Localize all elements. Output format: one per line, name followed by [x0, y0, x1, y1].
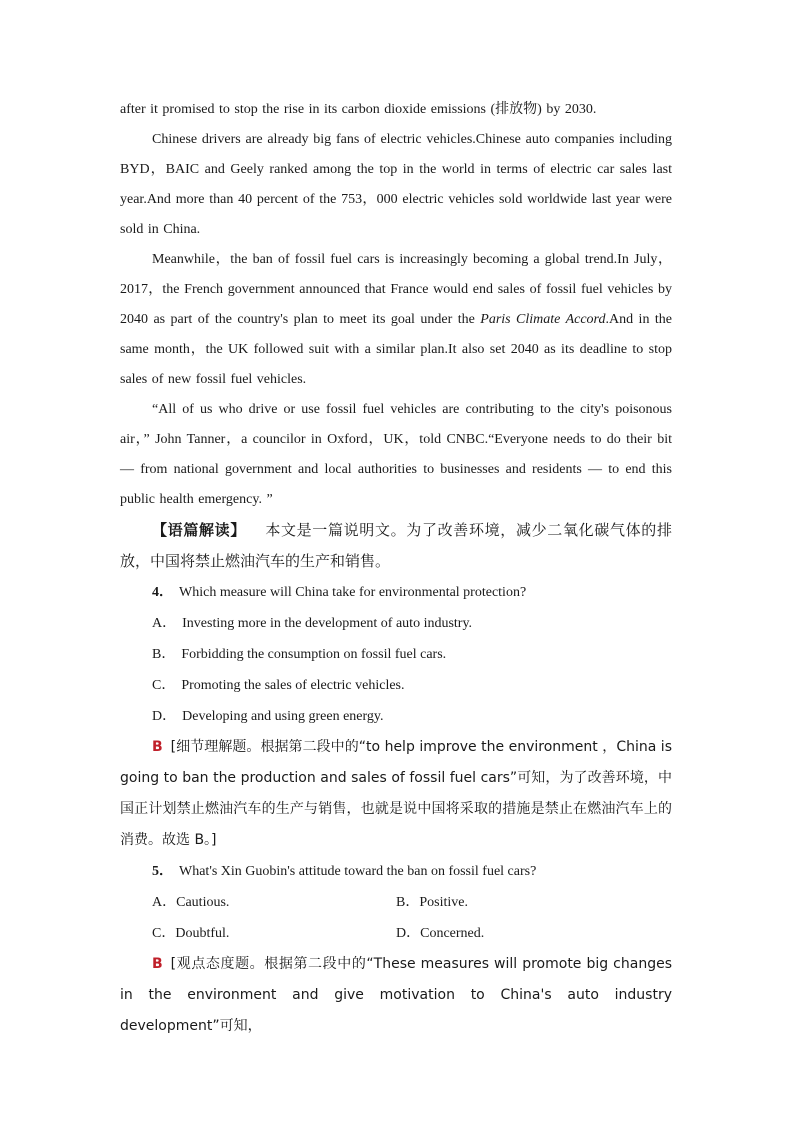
option-text: Positive.: [419, 895, 468, 910]
question-5: [120, 856, 672, 887]
analysis-text: 本文是一篇说明文。为了改善环境，减少二氧化碳气体的排放，中国将禁止燃油汽车的生产和销售。: [120, 521, 672, 570]
answer-letter: B: [152, 739, 163, 755]
question-stem: What's Xin Guobin's attitude toward the ban on fossil fuel cars?: [179, 864, 537, 879]
option-text: Concerned.: [420, 926, 485, 941]
option-letter: A．: [152, 895, 177, 910]
passage-paragraph-1: Chinese drivers are already big fans of electric vehicles.Chinese auto companies including BYD，BAIC and Geely ranked among the top in the world in terms of electric car sales last year.And more than 40 percent of the 753，000 electric vehicles sold worldwide last year were sold in China.: [120, 132, 672, 237]
option-letter: A．: [152, 616, 177, 631]
option-text: Promoting the sales of electric vehicles.: [181, 678, 405, 693]
option-5a: [152, 887, 396, 918]
explanation-text: [细节理解题。根据第二段中的“to help improve the environment ，China is going to ban the production and sales of fossil fuel cars”可知，为了改善环境，中国正计划禁止燃油汽车的生产与销售，也就是说中国将采取的措施是禁止在燃油汽车上的消费。故选 B。]: [120, 739, 672, 848]
option-text: Doubtful.: [175, 926, 230, 941]
option-text: Forbidding the consumption on fossil fuel cars.: [181, 647, 447, 662]
option-5d: [396, 918, 640, 949]
question-number: 4．: [152, 585, 173, 600]
option-letter: D．: [152, 709, 177, 724]
option-5b: [396, 887, 640, 918]
option-letter: B．: [152, 647, 176, 662]
option-4c: [120, 670, 672, 701]
passage-paragraph-3: “All of us who drive or use fossil fuel vehicles are contributing to the city's poisonous air，” John Tanner，a councilor in Oxford，UK，told CNBC.“Everyone needs to do their bit — from national government and local authorities to businesses and residents — to end this public health emergency. ”: [120, 402, 672, 507]
passage-paragraph-0: after it promised to stop the rise in its carbon dioxide emissions (排放物) by 2030.: [120, 102, 597, 117]
option-text: Developing and using green energy.: [182, 709, 384, 724]
analysis-tag: 【语篇解读】: [152, 521, 246, 539]
option-letter: D．: [396, 926, 421, 941]
option-letter: C．: [152, 926, 176, 941]
analysis-paragraph: [120, 515, 672, 577]
passage-paragraph-2: [120, 245, 672, 395]
option-5c: [152, 918, 396, 949]
page-content: [120, 95, 672, 1042]
question-4: [120, 577, 672, 608]
question-stem: Which measure will China take for environmental protection?: [179, 585, 527, 600]
explanation-4: [120, 732, 672, 856]
paragraph-2-part-b: .And in the same month，the UK followed suit with a similar plan.It also set 2040 as its deadline to stop sales of new fossil fuel vehicles.: [120, 312, 672, 387]
option-4b: [120, 639, 672, 670]
options-5-row-1: [120, 887, 672, 918]
option-text: Investing more in the development of auto industry.: [182, 616, 473, 631]
paragraph-2-part-a: Meanwhile，the ban of fossil fuel cars is increasingly becoming a global trend.In July，2017，the French government announced that France would end sales of fossil fuel vehicles by 2040 as part of the country's plan to meet its goal under the: [120, 252, 672, 327]
option-letter: B．: [396, 895, 420, 910]
answer-letter: B: [152, 956, 163, 972]
paris-climate-accord: Paris Climate Accord: [480, 312, 606, 327]
explanation-5: [120, 949, 672, 1042]
explanation-text: [观点态度题。根据第二段中的“These measures will promote big changes in the environment and give motivation to China's auto industry development”可知，: [120, 956, 672, 1034]
option-4d: [120, 701, 672, 732]
options-5-row-2: [120, 918, 672, 949]
option-letter: C．: [152, 678, 176, 693]
option-4a: [120, 608, 672, 639]
option-text: Cautious.: [176, 895, 230, 910]
question-number: 5．: [152, 864, 173, 879]
